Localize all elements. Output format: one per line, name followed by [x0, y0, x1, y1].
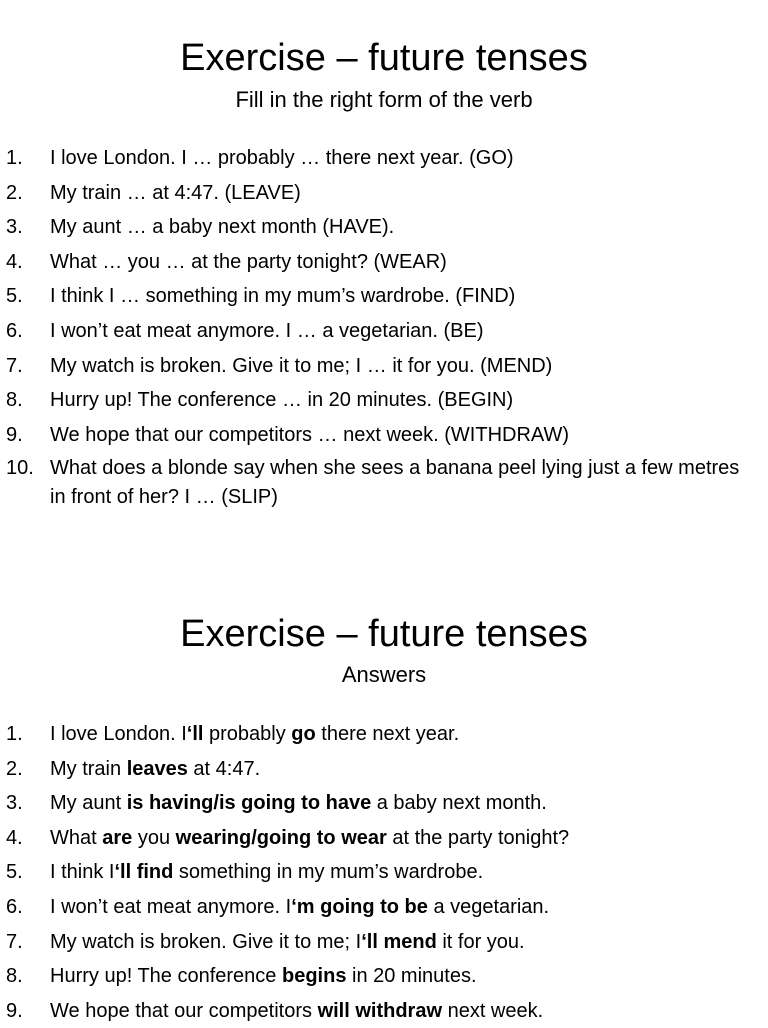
exercise-list [0, 141, 768, 512]
exercise-item [0, 210, 768, 245]
item-number: 8. [6, 965, 23, 988]
item-text: My train … at 4:47. (LEAVE) [50, 181, 301, 204]
answer-highlight: wearing/going to wear [175, 826, 387, 849]
answer-item [0, 752, 768, 787]
item-number: 10. [6, 457, 34, 480]
item-number: 2. [6, 181, 23, 204]
answer-text: Hurry up! The conference [50, 965, 282, 988]
item-number: 4. [6, 826, 23, 849]
answer-text: I love London. I [50, 723, 187, 745]
exercise-item [0, 452, 768, 512]
answer-highlight: will withdraw [317, 999, 443, 1022]
item-number: 9. [6, 423, 23, 446]
item-text: I won’t eat meat anymore. I … a vegetarian. (BE) [50, 319, 484, 342]
answer-highlight: is having/is going to have [126, 792, 372, 815]
item-text: What … you … at the party tonight? (WEAR) [50, 250, 447, 273]
answer-item [0, 855, 768, 890]
exercise-item [0, 176, 768, 211]
answer-text: probably [203, 723, 292, 745]
answers-slide [0, 576, 768, 1024]
item-text: I love London. I … probably … there next year. (GO) [50, 147, 514, 169]
item-text: I think I … something in my mum’s wardrobe. (FIND) [50, 285, 516, 308]
exercise-item [0, 349, 768, 384]
item-number: 5. [6, 285, 23, 308]
answer-text: My aunt [50, 792, 127, 815]
answer-item [0, 994, 768, 1028]
answer-item [0, 786, 768, 821]
answer-text: it for you. [436, 930, 525, 953]
answer-text: next week. [442, 999, 544, 1022]
answer-item [0, 959, 768, 994]
item-number: 1. [6, 147, 23, 169]
answer-highlight: ‘m going to be [291, 895, 428, 918]
answer-highlight: ‘ll mend [361, 930, 437, 953]
item-number: 2. [6, 757, 23, 780]
item-number: 6. [6, 895, 23, 918]
item-number: 8. [6, 389, 23, 412]
answer-text: in 20 minutes. [346, 965, 477, 988]
answer-text: My train [50, 757, 127, 780]
item-text: What does a blonde say when she sees a banana peel lying just a few metres in front of her? I … (SLIP) [50, 457, 740, 509]
answer-item [0, 890, 768, 925]
exercise-item [0, 314, 768, 349]
item-text: Hurry up! The conference … in 20 minutes. (BEGIN) [50, 389, 514, 412]
answers-title: Exercise – future tenses [180, 613, 588, 655]
item-number: 7. [6, 354, 23, 377]
answer-text: there next year. [315, 723, 460, 745]
exercise-item [0, 418, 768, 453]
answer-highlight: go [291, 723, 316, 745]
item-number: 5. [6, 861, 23, 884]
answer-highlight: begins [281, 965, 347, 988]
item-text: We hope that our competitors … next week. (WITHDRAW) [50, 423, 570, 446]
answer-item [0, 717, 768, 752]
item-number: 7. [6, 930, 23, 953]
exercise-item [0, 141, 768, 176]
answer-text: at 4:47. [187, 757, 261, 780]
answer-text: you [132, 826, 176, 849]
item-number: 4. [6, 250, 23, 273]
answer-highlight: leaves [126, 757, 188, 780]
answer-text: I think I [50, 861, 115, 884]
item-number: 1. [6, 723, 23, 745]
answer-text: a baby next month. [371, 792, 547, 815]
item-number: 9. [6, 999, 23, 1022]
exercise-item [0, 245, 768, 280]
exercise-item [0, 383, 768, 418]
answer-text: I won’t eat meat anymore. I [50, 895, 292, 918]
answer-highlight: ‘ll find [114, 861, 174, 884]
exercise-subtitle: Fill in the right form of the verb [235, 87, 533, 112]
answer-item [0, 925, 768, 960]
answer-text: at the party tonight? [386, 826, 570, 849]
answer-text: a vegetarian. [427, 895, 550, 918]
item-text: My aunt … a baby next month (HAVE). [50, 216, 395, 239]
answers-subtitle: Answers [341, 662, 427, 687]
exercise-title: Exercise – future tenses [180, 37, 588, 79]
answer-text: something in my mum’s wardrobe. [173, 861, 484, 884]
answer-text: What [50, 826, 103, 849]
answer-text: We hope that our competitors [50, 999, 318, 1022]
answers-list [0, 717, 768, 1028]
answer-highlight: are [102, 826, 133, 849]
answer-item [0, 821, 768, 856]
item-number: 6. [6, 319, 23, 342]
item-number: 3. [6, 216, 23, 239]
item-number: 3. [6, 792, 23, 815]
exercise-item [0, 279, 768, 314]
answer-highlight: ‘ll [186, 723, 204, 745]
answer-text: My watch is broken. Give it to me; I [50, 930, 362, 953]
item-text: My watch is broken. Give it to me; I … it for you. (MEND) [50, 354, 553, 377]
